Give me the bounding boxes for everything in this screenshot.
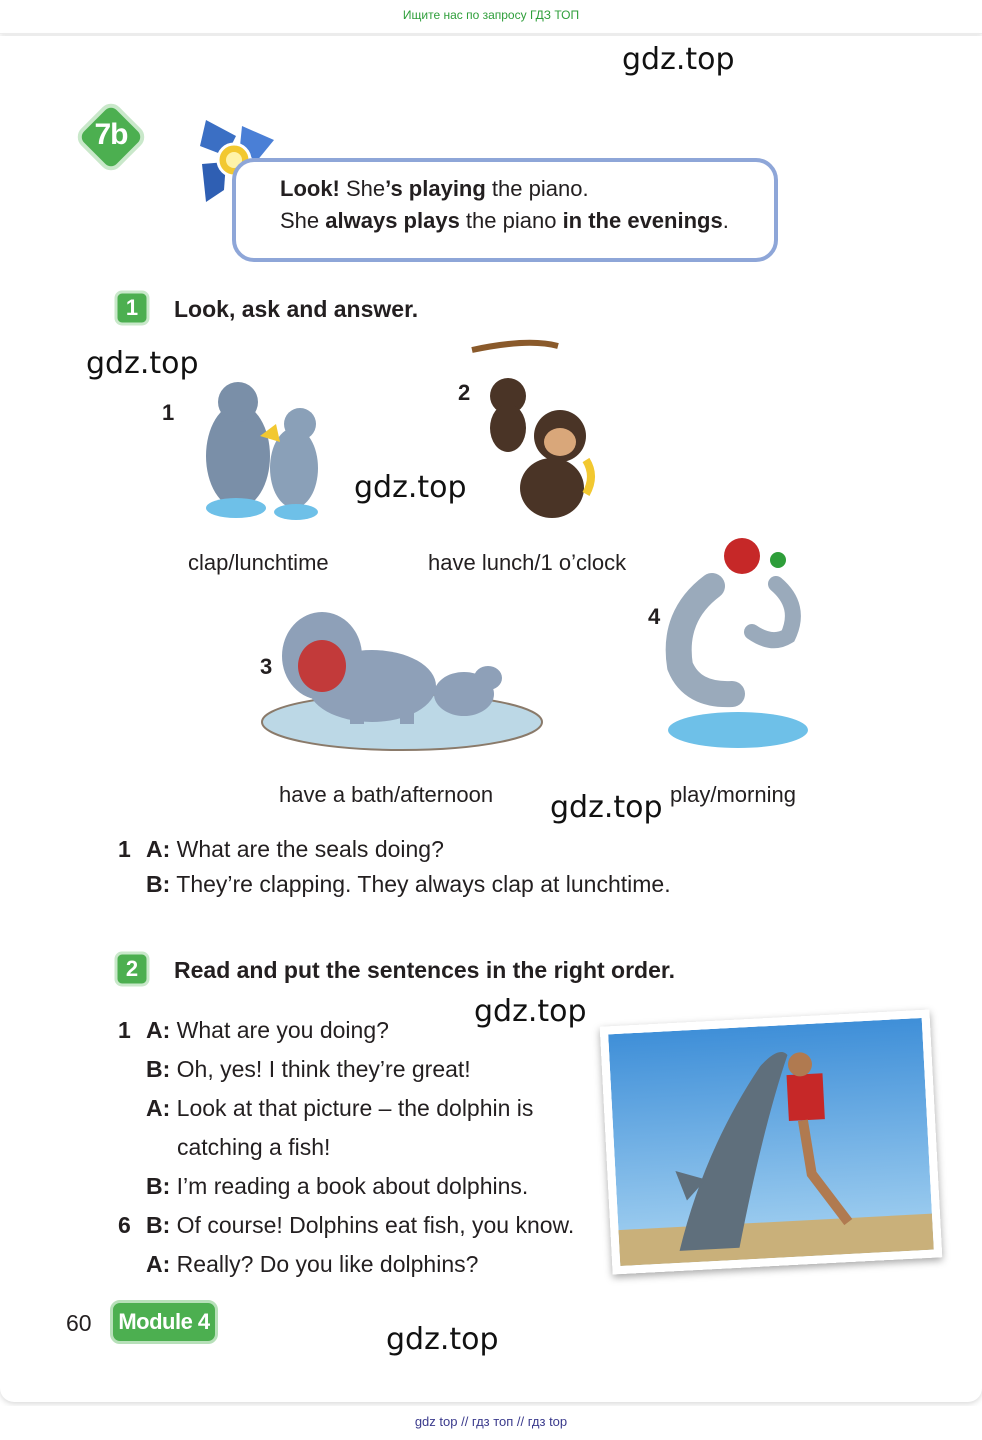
exercise-1-number: 1 <box>125 295 139 320</box>
page-number: 60 <box>66 1310 92 1336</box>
dolphins-illustration <box>652 536 828 762</box>
picture-caption: have lunch/1 o’clock <box>428 550 627 575</box>
seals-illustration <box>196 376 326 526</box>
speaker-label: B: <box>146 1056 171 1082</box>
dialogue-text: catching a fish! <box>177 1134 331 1160</box>
lesson-badge <box>72 98 150 176</box>
exercise-2-number-badge <box>114 951 150 987</box>
picture-number: 4 <box>648 604 661 629</box>
dialogue-text: Oh, yes! I think they’re great! <box>176 1056 471 1082</box>
watermark: gdz.top <box>550 790 663 825</box>
line-number: 6 <box>118 1212 131 1238</box>
grammar-word: the piano. <box>485 176 589 201</box>
picture-number: 2 <box>458 380 471 405</box>
module-badge: Module 4 <box>110 1300 218 1344</box>
exercise-2-title: Read and put the sentences in the right order. <box>174 957 675 983</box>
speaker-label: A: <box>146 1251 171 1277</box>
bottom-banner <box>0 1406 982 1440</box>
dialogue-line <box>146 836 444 863</box>
picture-caption: clap/lunchtime <box>188 550 329 575</box>
dialogue-text: What are you doing? <box>176 1017 389 1043</box>
speaker-label: A: <box>146 1095 171 1121</box>
picture-number: 3 <box>260 654 273 679</box>
speaker-label: A: <box>146 836 171 862</box>
grammar-word: ’s playing <box>385 176 486 201</box>
hippos-illustration <box>260 600 544 756</box>
exercise-2-number: 2 <box>125 956 139 981</box>
exercise-1-number-badge <box>114 290 150 326</box>
grammar-word: Look! <box>280 176 340 201</box>
dialogue-line <box>146 1056 471 1083</box>
picture-number: 1 <box>162 400 175 425</box>
watermark: gdz.top <box>86 346 199 381</box>
dialogue-text: Look at that picture – the dolphin is <box>176 1095 534 1121</box>
monkeys-illustration <box>468 336 608 530</box>
dialogue-line <box>177 1134 330 1161</box>
dialogue-text: Of course! Dolphins eat fish, you know. <box>176 1212 575 1238</box>
speaker-label: A: <box>146 1017 171 1043</box>
grammar-line-1 <box>280 176 589 202</box>
grammar-word: She <box>280 208 326 233</box>
grammar-word: in the evenings <box>562 208 723 233</box>
dialogue-line <box>146 1095 533 1122</box>
grammar-word: She <box>339 176 386 201</box>
exercise-1-title: Look, ask and answer. <box>174 296 419 322</box>
lesson-label: 7b <box>94 118 128 151</box>
dialogue-line <box>146 1212 574 1239</box>
top-banner <box>0 0 982 34</box>
grammar-word: . <box>722 208 729 233</box>
dialogue-line-number: 1 <box>118 836 131 862</box>
dialogue-text: They’re clapping. They always clap at lunchtime. <box>176 871 671 897</box>
grammar-word: the piano <box>459 208 563 233</box>
watermark: gdz.top <box>354 470 467 505</box>
bottom-banner-text: gdz top // гдз топ // гдз top <box>414 1414 568 1429</box>
dialogue-line <box>146 871 671 898</box>
watermark: gdz.top <box>386 1322 499 1357</box>
picture-caption: have a bath/afternoon <box>279 782 494 807</box>
grammar-word: always plays <box>325 208 460 233</box>
top-banner-text: Ищите нас по запросу ГДЗ ТОП <box>402 8 580 22</box>
dialogue-line <box>146 1173 528 1200</box>
speaker-label: B: <box>146 1212 171 1238</box>
dialogue-text: I’m reading a book about dolphins. <box>176 1173 529 1199</box>
grammar-line-2 <box>280 208 729 234</box>
dialogue-line <box>146 1017 389 1044</box>
dialogue-text: Really? Do you like dolphins? <box>176 1251 479 1277</box>
dialogue-text: What are the seals doing? <box>176 836 444 862</box>
watermark: gdz.top <box>622 42 735 77</box>
speaker-label: B: <box>146 1173 171 1199</box>
dolphin-trainer-photo <box>608 1018 934 1266</box>
dolphin-photo <box>600 1010 943 1275</box>
dialogue-line <box>146 1251 478 1278</box>
picture-caption: play/morning <box>670 782 796 807</box>
watermark: gdz.top <box>474 994 587 1029</box>
line-number: 1 <box>118 1017 131 1043</box>
speaker-label: B: <box>146 871 171 897</box>
